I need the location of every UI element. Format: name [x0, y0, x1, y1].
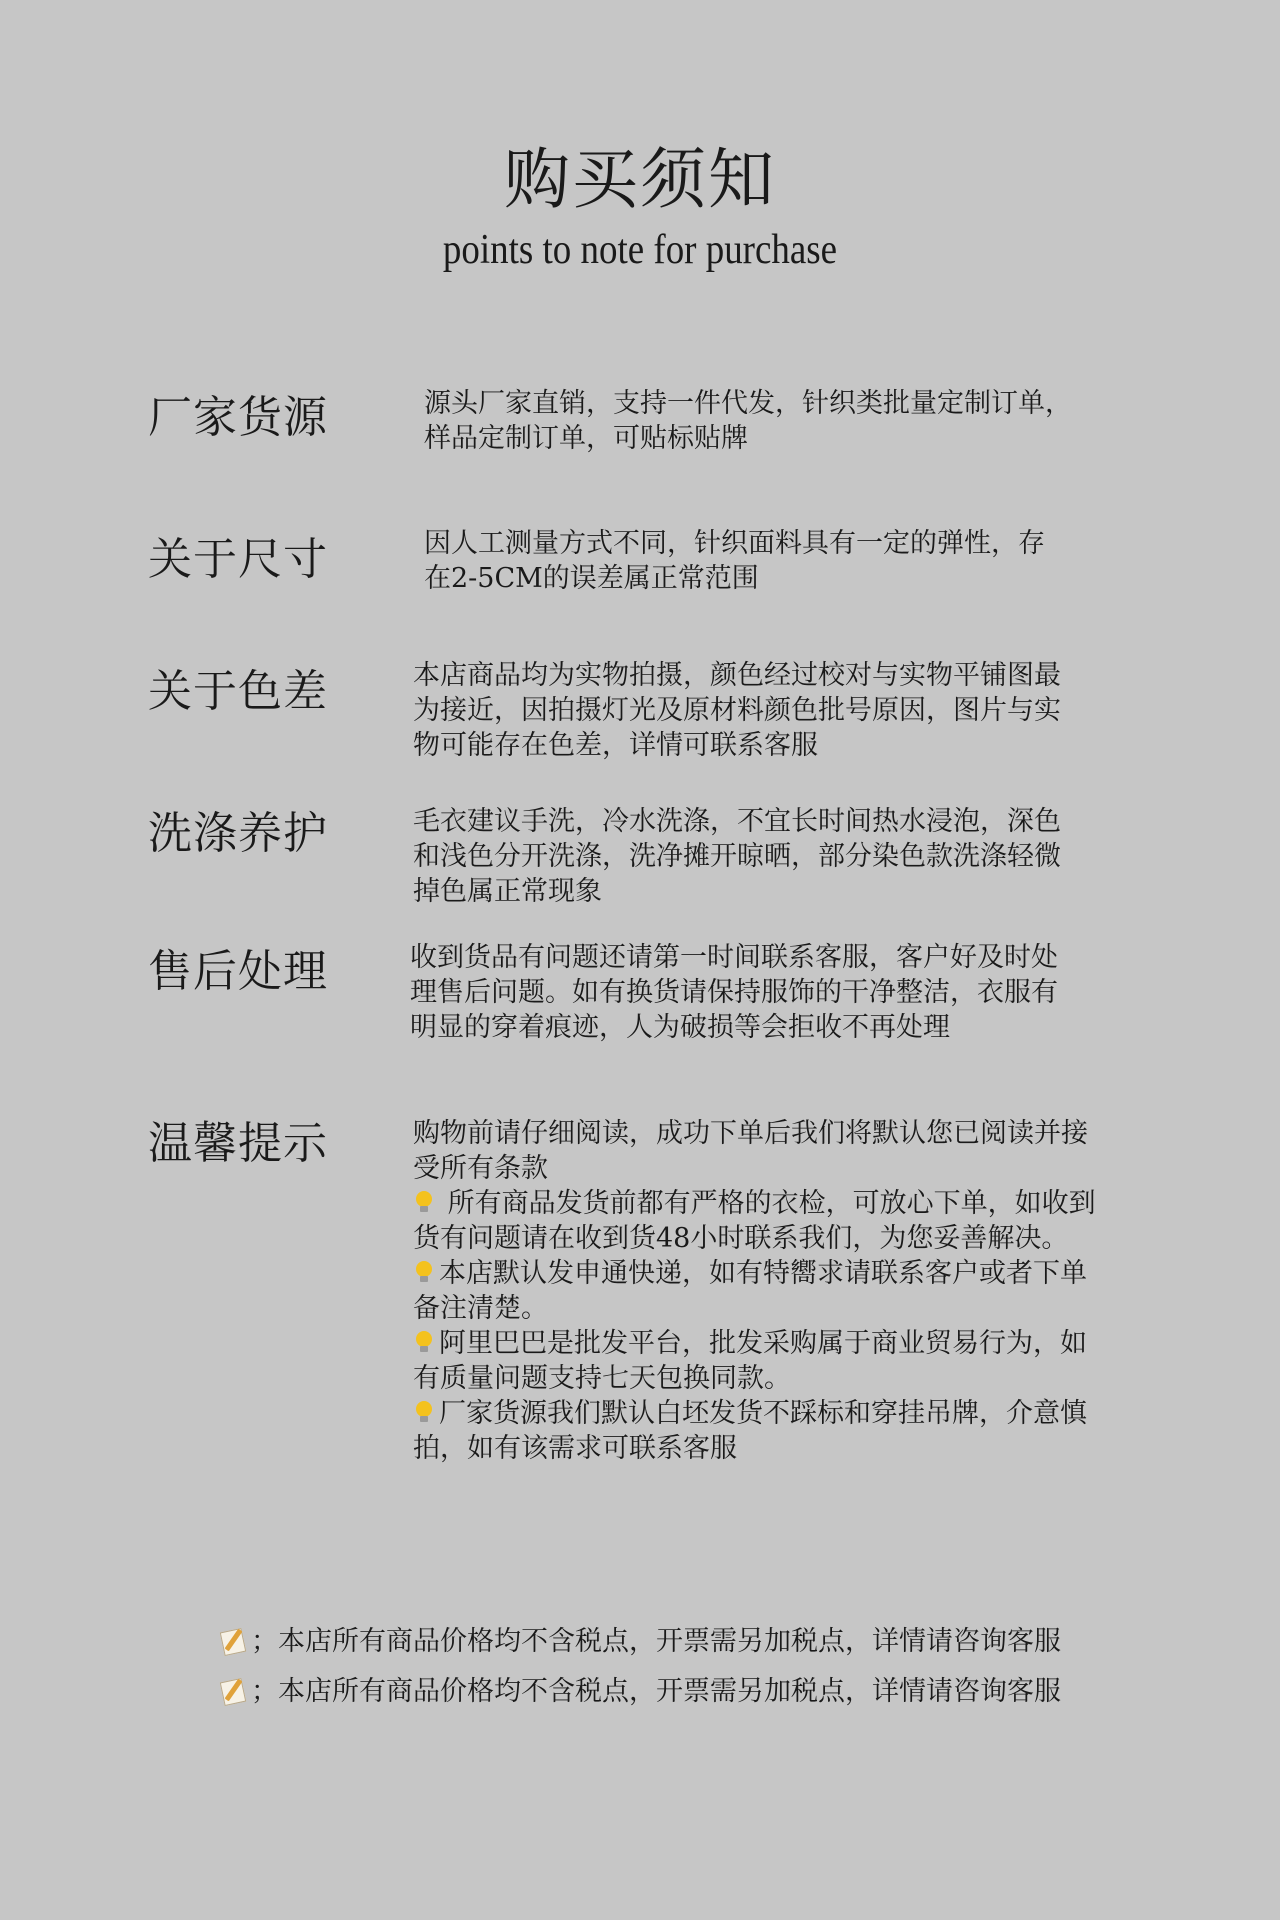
- lightbulb-icon: [413, 1259, 435, 1285]
- tip-text: 阿里巴巴是批发平台，批发采购属于商业贸易行为，如: [439, 1328, 1087, 1359]
- footer-note-text: ；本店所有商品价格均不含税点，开票需另加税点，详情请咨询客服: [251, 1676, 1061, 1707]
- body-line: 掉色属正常现象: [413, 876, 602, 907]
- footer-note-text: ；本店所有商品价格均不含税点，开票需另加税点，详情请咨询客服: [251, 1626, 1061, 1657]
- body-line: 有质量问题支持七天包换同款。: [413, 1363, 791, 1394]
- footer-note: [0, 1674, 1280, 1710]
- body-line: 样品定制订单，可贴标贴牌: [424, 423, 748, 454]
- tip-line: [413, 1256, 1096, 1291]
- section-heading: 关于色差: [148, 666, 328, 717]
- body-line: 理售后问题。如有换货请保持服饰的干净整洁，衣服有: [410, 977, 1058, 1008]
- section-body: [413, 1116, 1096, 1466]
- tip-line: [413, 1326, 1096, 1361]
- body-line: 源头厂家直销，支持一件代发，针织类批量定制订单，: [424, 388, 1072, 419]
- footer-note: [0, 1624, 1280, 1660]
- body-line: 本店商品均为实物拍摄，颜色经过校对与实物平铺图最: [413, 660, 1061, 691]
- body-line: 在2-5CM的误差属正常范围: [424, 563, 759, 594]
- body-line: 因人工测量方式不同，针织面料具有一定的弹性，存: [424, 528, 1045, 559]
- section-heading: 关于尺寸: [148, 534, 328, 585]
- lightbulb-icon: [413, 1329, 435, 1355]
- lightbulb-icon: [413, 1399, 435, 1425]
- section-heading: 厂家货源: [148, 392, 328, 443]
- tip-line: [413, 1186, 1096, 1221]
- tip-line: [413, 1396, 1096, 1431]
- section-body: [413, 804, 1061, 909]
- section-body: [410, 940, 1058, 1045]
- section-body: [424, 526, 1045, 596]
- body-line: 明显的穿着痕迹，人为破损等会拒收不再处理: [410, 1012, 950, 1043]
- body-line: 拍，如有该需求可联系客服: [413, 1433, 737, 1464]
- page-subtitle: points to note for purchase: [442, 227, 838, 273]
- section-heading: 温馨提示: [148, 1118, 328, 1169]
- body-line: 毛衣建议手洗，冷水洗涤，不宜长时间热水浸泡，深色: [413, 806, 1061, 837]
- body-line: 受所有条款: [413, 1153, 548, 1184]
- body-line: 收到货品有问题还请第一时间联系客服，客户好及时处: [410, 942, 1058, 973]
- lightbulb-icon: [413, 1189, 435, 1215]
- section-heading: 洗涤养护: [148, 808, 328, 859]
- memo-icon: [219, 1626, 247, 1654]
- body-line: 物可能存在色差，详情可联系客服: [413, 730, 818, 761]
- body-line: 购物前请仔细阅读，成功下单后我们将默认您已阅读并接: [413, 1118, 1088, 1149]
- section-body: [413, 658, 1061, 763]
- body-line: 备注清楚。: [413, 1293, 548, 1324]
- body-line: 和浅色分开洗涤，洗净摊开晾晒，部分染色款洗涤轻微: [413, 841, 1061, 872]
- body-line: 货有问题请在收到货48小时联系我们，为您妥善解决。: [413, 1223, 1069, 1254]
- tip-text: 所有商品发货前都有严格的衣检，可放心下单，如收到: [439, 1188, 1096, 1219]
- tip-text: 厂家货源我们默认白坯发货不踩标和穿挂吊牌，介意慎: [439, 1398, 1087, 1429]
- section-heading: 售后处理: [148, 946, 328, 997]
- tip-text: 本店默认发申通快递，如有特嚮求请联系客户或者下单: [439, 1258, 1087, 1289]
- page-title: 购买须知: [504, 141, 776, 218]
- body-line: 为接近，因拍摄灯光及原材料颜色批号原因，图片与实: [413, 695, 1061, 726]
- section-body: [424, 386, 1072, 456]
- memo-icon: [219, 1676, 247, 1704]
